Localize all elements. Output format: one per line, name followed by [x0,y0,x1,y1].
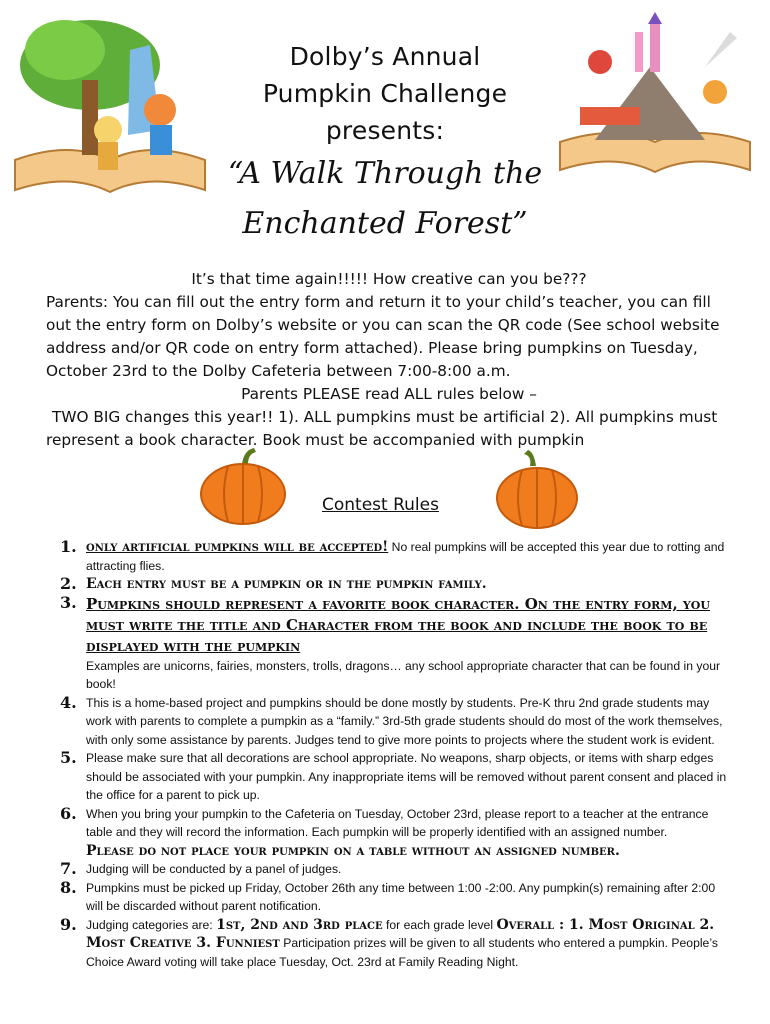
rule-text: Please make sure that all decorations are school appropriate. No weapons, sharp objects, or items with sharp edges should be associated with your pumpkin. Any inappropriate items will be removed without parent consent and placed in the office for a parent to pick up. [86,751,727,802]
intro-question: It’s that time again!!!!! How creative can you be??? [191,270,587,288]
intro-read-rules: Parents PLEASE read ALL rules below – [241,385,537,403]
intro-instructions: Parents: You can fill out the entry form and return it to your child’s teacher, you can fill out the entry form on Dolby’s website or you can scan the QR code (See school website address and/or QR code on entry form attached). Please bring pumpkins on Tuesday, October 23rd to the Dolby Cafeteria between 7:00-8:00 a.m. [46,293,720,380]
rule-number: 9. [60,914,77,934]
rule-number: 5. [60,748,77,767]
rules-list [60,538,728,971]
list-item [60,916,728,972]
pumpkin-icon [494,450,580,530]
rule-number: 4. [60,692,77,712]
rule-categories: Overall : 1. Most Original 2. Most Creative 3. Funniest [86,916,715,951]
contest-rules-heading: Contest Rules [322,495,439,515]
list-item [60,575,728,594]
rule-number: 6. [60,803,77,823]
rule-text: Participation prizes will be given to all students who entered a pumpkin. People’s Choice Award voting will take place Tuesday, Oct. 23rd at Family Reading Night. [86,936,718,969]
rule-warning: Please do not place your pumpkin on a table without an assigned number. [86,842,620,859]
rule-text: Judging will be conducted by a panel of judges. [86,862,342,876]
rule-text: No real pumpkins will be accepted this year due to rotting and attracting flies. [86,540,725,573]
list-item [60,749,728,805]
title-block [200,38,570,249]
rule-number: 7. [60,859,77,878]
rule-places: 1st, 2nd and 3rd place [216,916,383,933]
event-title-2: Enchanted Forest” [242,206,528,241]
intro-text [46,268,732,452]
title-line-3: presents: [325,116,445,145]
list-item [60,538,728,575]
rule-text: for each grade level [382,917,497,932]
rule-heading: Pumpkins should represent a favorite book character. On the entry form, you must write the title and Character from the book and include the book to be displayed with the pumpkin [86,594,710,655]
rule-text: Pumpkins must be picked up Friday, October 26th any time between 1:00 -2:00. Any pumpkin(s) remaining after 2:00 will be discarded without parent notification. [86,880,716,913]
rule-number: 2. [60,574,77,593]
rule-text: This is a home-based project and pumpkins should be done mostly by students. Pre-K thru 2nd grade students may work with parents to complete a pumpkin as a “family.” 3rd-5th grade students should do most of the work themselves, with only some assistance by parents. Judges tend to give more points to projects where the student work is evident. [86,695,723,747]
title-line-1: Dolby’s Annual [289,42,481,71]
storybook-illustration-right [555,12,755,182]
event-title-1: “A Walk Through the [227,156,543,191]
rule-heading: only artificial pumpkins will be accepted! [86,539,389,555]
rule-number: 3. [60,592,77,612]
pumpkin-icon [198,448,288,526]
list-item [60,594,728,694]
rule-number: 1. [60,537,77,556]
list-item [60,805,728,861]
list-item [60,694,728,750]
title-line-2: Pumpkin Challenge [262,79,508,108]
rule-number: 8. [60,877,77,897]
intro-changes: TWO BIG changes this year!! 1). ALL pumpkins must be artificial 2). All pumpkins must represent a book character. Book must be accompanied with pumpkin [46,408,718,449]
rule-text: When you bring your pumpkin to the Cafeteria on Tuesday, October 23rd, please report to a teacher at the entrance table and they will record the information. Each pumpkin will be properly identified with an assigned number. [86,806,709,839]
list-item [60,860,728,879]
list-item [60,879,728,916]
rule-text: Judging categories are: [86,917,213,932]
rule-text: Examples are unicorns, fairies, monsters, trolls, dragons… any school appropriate character that can be found in your book! [86,658,721,691]
storybook-illustration-left [10,10,210,210]
rule-heading: Each entry must be a pumpkin or in the pumpkin family. [86,576,487,592]
